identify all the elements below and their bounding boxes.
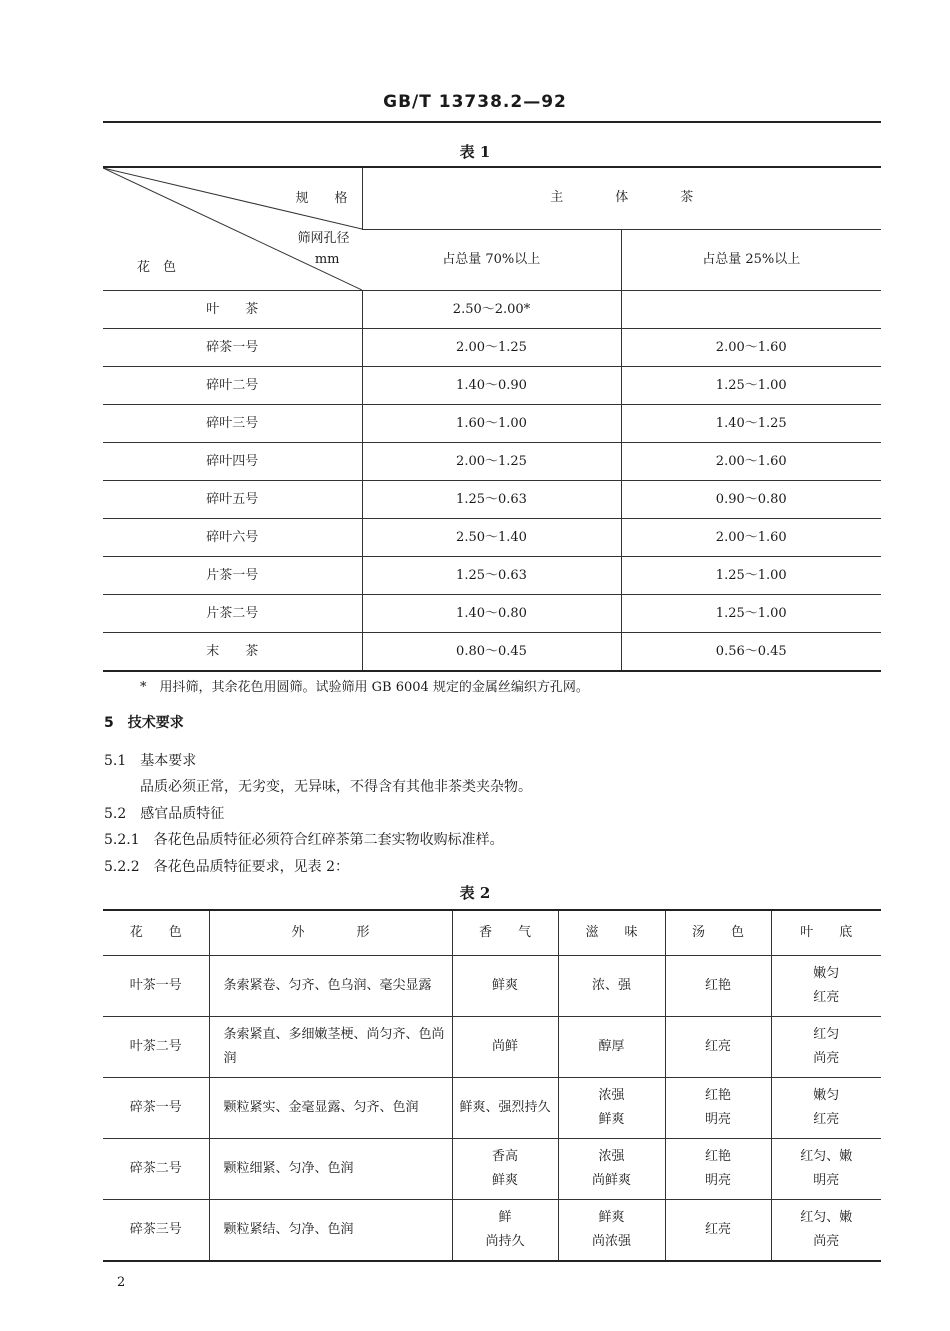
leaf-line: 尚亮	[813, 1234, 840, 1249]
taste-line: 鲜爽	[598, 1112, 625, 1127]
value-25-cell: 2.00～1.60	[621, 443, 881, 481]
value-70-cell: 1.60～1.00	[362, 405, 621, 443]
value-70-cell: 2.00～1.25	[362, 443, 621, 481]
appearance-header: 外 形	[209, 910, 452, 956]
table-row	[103, 291, 881, 329]
variety-cell: 片茶一号	[103, 557, 362, 595]
table1-caption: 表 1	[459, 143, 491, 161]
section-5-2-heading: 5.2 感官品质特征	[104, 806, 225, 822]
variety-cell: 叶茶二号	[103, 1017, 209, 1078]
taste-line: 尚浓强	[591, 1234, 631, 1249]
aroma-cell	[452, 956, 558, 1017]
table2-header-row	[103, 910, 881, 956]
section-5-2-1-text: 5.2.1 各花色品质特征必须符合红碎茶第二套实物收购标准样。	[104, 832, 504, 848]
value-70-cell: 2.00～1.25	[362, 329, 621, 367]
section-5-2-2-text: 5.2.2 各花色品质特征要求，见表 2：	[104, 859, 349, 875]
infused-leaf-cell	[771, 1200, 881, 1262]
taste-cell	[558, 1017, 665, 1078]
liquor-color-cell	[665, 1017, 771, 1078]
value-25-cell: 1.40～1.25	[621, 405, 881, 443]
infused-leaf-cell	[771, 1017, 881, 1078]
table-row	[103, 1200, 881, 1262]
section-5-1-text: 品质必须正常，无劣变，无异味，不得含有其他非茶类夹杂物。	[140, 779, 532, 795]
value-25-cell: 2.00～1.60	[621, 519, 881, 557]
aroma-line: 鲜爽	[491, 978, 518, 993]
appearance-cell: 条索紧卷、匀齐、色乌润、毫尖显露	[209, 956, 452, 1017]
taste-cell	[558, 1139, 665, 1200]
aroma-line: 香高	[491, 1149, 518, 1164]
leaf-line: 红亮	[813, 990, 840, 1005]
value-25-cell: 0.90～0.80	[621, 481, 881, 519]
table-row	[103, 1017, 881, 1078]
liquor-color-cell	[665, 1078, 771, 1139]
table-row	[103, 519, 881, 557]
aroma-cell	[452, 1139, 558, 1200]
variety-cell: 片茶二号	[103, 595, 362, 633]
mesh-unit-label: mm	[314, 252, 340, 267]
variety-cell: 碎叶二号	[103, 367, 362, 405]
taste-line: 鲜爽	[598, 1210, 625, 1225]
variety-cell: 碎叶三号	[103, 405, 362, 443]
taste-line: 醇厚	[598, 1039, 625, 1054]
liquor-color-cell	[665, 956, 771, 1017]
infused-leaf-header: 叶 底	[771, 910, 881, 956]
liquor-line: 红艳	[704, 1088, 731, 1103]
aroma-line: 尚鲜	[491, 1039, 518, 1054]
variety-cell: 碎茶一号	[103, 329, 362, 367]
variety-cell: 叶 茶	[103, 291, 362, 329]
liquor-line: 红艳	[704, 1149, 731, 1164]
table-row	[103, 367, 881, 405]
aroma-line: 鲜爽、强烈持久	[459, 1100, 551, 1115]
spec-label: 规 格	[295, 191, 348, 206]
value-70-cell: 1.25～0.63	[362, 557, 621, 595]
leaf-line: 红匀	[813, 1027, 840, 1042]
table-row	[103, 405, 881, 443]
appearance-cell: 颗粒紧结、匀净、色润	[209, 1200, 452, 1262]
value-70-cell: 1.25～0.63	[362, 481, 621, 519]
value-70-cell: 0.80～0.45	[362, 633, 621, 672]
value-25-cell	[621, 291, 881, 329]
liquor-line: 红亮	[704, 1222, 731, 1237]
value-25-cell: 1.25～1.00	[621, 367, 881, 405]
variety-cell: 碎叶六号	[103, 519, 362, 557]
table2-caption: 表 2	[459, 884, 491, 902]
taste-line: 尚鲜爽	[591, 1173, 631, 1188]
table-row	[103, 481, 881, 519]
taste-cell	[558, 1200, 665, 1262]
liquor-color-cell	[665, 1200, 771, 1262]
variety-cell: 叶茶一号	[103, 956, 209, 1017]
value-25-cell: 1.25～1.00	[621, 557, 881, 595]
table-row	[103, 443, 881, 481]
liquor-line: 红艳	[704, 978, 731, 993]
leaf-line: 明亮	[813, 1173, 840, 1188]
table1-footnote: * 用抖筛，其余花色用圆筛。试验筛用 GB 6004 规定的金属丝编织方孔网。	[140, 680, 589, 695]
mesh-label: 筛网孔径	[297, 231, 350, 246]
section-5-1-heading: 5.1 基本要求	[104, 753, 197, 769]
value-70-cell: 1.40～0.90	[362, 367, 621, 405]
value-25-cell: 2.00～1.60	[621, 329, 881, 367]
infused-leaf-cell	[771, 1078, 881, 1139]
liquor-line: 红亮	[704, 1039, 731, 1054]
variety-cell: 碎叶五号	[103, 481, 362, 519]
liquor-color-cell	[665, 1139, 771, 1200]
section-5-heading: 5 技术要求	[104, 715, 184, 731]
value-25-cell: 0.56～0.45	[621, 633, 881, 672]
value-70-cell: 1.40～0.80	[362, 595, 621, 633]
variety-cell: 碎茶三号	[103, 1200, 209, 1262]
infused-leaf-cell	[771, 1139, 881, 1200]
aroma-cell	[452, 1200, 558, 1262]
main-tea-header: 主 体 茶	[362, 167, 881, 229]
table-row	[103, 557, 881, 595]
appearance-cell: 颗粒细紧、匀净、色润	[209, 1139, 452, 1200]
variety-cell: 末 茶	[103, 633, 362, 672]
taste-cell	[558, 956, 665, 1017]
col-70-header: 占总量 70%以上	[362, 229, 621, 291]
liquor-line: 明亮	[704, 1173, 731, 1188]
taste-line: 浓强	[598, 1149, 625, 1164]
table-row	[103, 1078, 881, 1139]
value-25-cell: 1.25～1.00	[621, 595, 881, 633]
value-70-cell: 2.50～2.00*	[362, 291, 621, 329]
taste-header: 滋 味	[558, 910, 665, 956]
leaf-line: 红匀、嫩	[800, 1149, 853, 1164]
table1	[103, 166, 881, 672]
header-rule	[103, 121, 881, 123]
aroma-cell	[452, 1078, 558, 1139]
aroma-line: 鲜	[498, 1210, 512, 1225]
infused-leaf-cell	[771, 956, 881, 1017]
value-70-cell: 2.50～1.40	[362, 519, 621, 557]
leaf-line: 嫩匀	[813, 1088, 840, 1103]
variety-cell: 碎茶二号	[103, 1139, 209, 1200]
table2	[103, 909, 881, 1262]
variety-header: 花 色	[103, 910, 209, 956]
taste-cell	[558, 1078, 665, 1139]
aroma-header: 香 气	[452, 910, 558, 956]
table-row	[103, 329, 881, 367]
table-row	[103, 633, 881, 672]
diagonal-header-cell	[103, 167, 362, 291]
appearance-cell: 条索紧直、多细嫩茎梗、尚匀齐、色尚润	[209, 1017, 452, 1078]
liquor-color-header: 汤 色	[665, 910, 771, 956]
table-row	[103, 1139, 881, 1200]
leaf-line: 红亮	[813, 1112, 840, 1127]
page-number: 2	[117, 1275, 126, 1290]
aroma-cell	[452, 1017, 558, 1078]
table-row	[103, 595, 881, 633]
leaf-line: 嫩匀	[813, 966, 840, 981]
variety-label: 花 色	[137, 260, 177, 275]
variety-cell: 碎茶一号	[103, 1078, 209, 1139]
leaf-line: 尚亮	[813, 1051, 840, 1066]
taste-line: 浓、强	[591, 978, 631, 993]
leaf-line: 红匀、嫩	[800, 1210, 853, 1225]
appearance-cell: 颗粒紧实、金毫显露、匀齐、色润	[209, 1078, 452, 1139]
variety-cell: 碎叶四号	[103, 443, 362, 481]
taste-line: 浓强	[598, 1088, 625, 1103]
liquor-line: 明亮	[704, 1112, 731, 1127]
aroma-line: 鲜爽	[491, 1173, 518, 1188]
table-row	[103, 956, 881, 1017]
col-25-header: 占总量 25%以上	[621, 229, 881, 291]
document-header: GB/T 13738.2—92	[383, 92, 567, 112]
aroma-line: 尚持久	[485, 1234, 525, 1249]
